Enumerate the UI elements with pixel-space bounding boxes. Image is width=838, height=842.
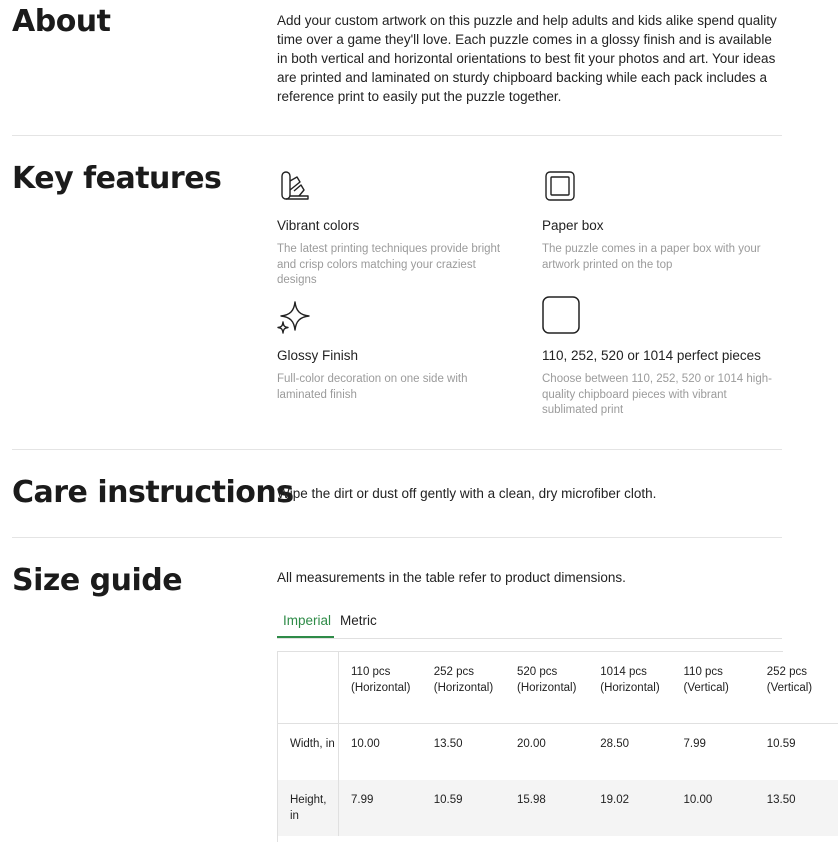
divider bbox=[12, 449, 782, 450]
feature-desc: Choose between 110, 252, 520 or 1014 high-quality chipboard pieces with vibrant sublimated print bbox=[542, 373, 772, 416]
table-row bbox=[278, 780, 838, 836]
about-text: Add your custom artwork on this puzzle and help adults and kids alike spend quality time over a game they'll love. Each puzzle comes in a glossy finish and is available in both vertical and horizontal orientations to best fit your photos and art. Your ideas are printed and laminated on sturdy chipboard backing while each pack includes a reference print to easily put the puzzle together. bbox=[277, 13, 777, 104]
table-cell: 13.50 bbox=[766, 793, 796, 806]
feature-desc: The latest printing techniques provide bright and crisp colors matching your craziest designs bbox=[277, 243, 501, 286]
column-header: 520 pcs (Horizontal) bbox=[505, 652, 588, 724]
table-cell: 10.00 bbox=[351, 738, 380, 750]
active-tab-indicator bbox=[277, 636, 334, 638]
table-cell: 20.00 bbox=[517, 738, 546, 750]
table-cell: 19.02 bbox=[600, 793, 630, 806]
tab-metric[interactable]: Metric bbox=[340, 613, 377, 628]
square-icon bbox=[542, 301, 582, 341]
table-cell: 7.99 bbox=[683, 738, 706, 750]
row-label: Width, in bbox=[278, 724, 339, 780]
tab-imperial[interactable]: Imperial bbox=[283, 613, 332, 628]
care-instructions-title: Care instructions bbox=[12, 475, 294, 510]
column-header: 252 pcs (Horizontal) bbox=[422, 652, 505, 724]
feature-title: Paper box bbox=[542, 218, 604, 233]
size-guide-title: Size guide bbox=[12, 563, 183, 598]
feature-desc: The puzzle comes in a paper box with your artwork printed on the top bbox=[542, 243, 761, 271]
box-icon bbox=[542, 171, 582, 211]
column-header: 110 pcs (Horizontal) bbox=[339, 652, 422, 724]
table-cell: 15.98 bbox=[517, 793, 546, 806]
table-corner-cell bbox=[278, 652, 339, 724]
size-table bbox=[278, 652, 838, 836]
table-cell: 7.99 bbox=[351, 793, 374, 806]
key-features-title: Key features bbox=[12, 161, 222, 196]
table-row bbox=[278, 724, 838, 780]
sparkle-icon bbox=[277, 301, 317, 341]
feature-title: Glossy Finish bbox=[277, 348, 359, 363]
column-header: 252 pcs (Vertical) bbox=[755, 652, 838, 724]
feature-title: 110, 252, 520 or 1014 perfect pieces bbox=[542, 348, 761, 363]
care-text: Wipe the dirt or dust off gently with a clean, dry microfiber cloth. bbox=[277, 486, 657, 501]
unit-tabs bbox=[277, 606, 782, 639]
table-cell: 28.50 bbox=[600, 738, 630, 750]
divider bbox=[12, 135, 782, 136]
size-guide-intro: All measurements in the table refer to product dimensions. bbox=[277, 570, 626, 585]
feature-desc: Full-color decoration on one side with laminated finish bbox=[277, 373, 468, 401]
size-table-container[interactable] bbox=[277, 651, 813, 842]
row-label: Height, in bbox=[278, 780, 339, 836]
table-cell: 13.50 bbox=[433, 738, 463, 750]
column-header: 1014 pcs (Horizontal) bbox=[588, 652, 671, 724]
table-cell: 10.59 bbox=[433, 793, 463, 806]
feature-title: Vibrant colors bbox=[277, 218, 360, 233]
table-cell: 10.00 bbox=[683, 793, 713, 806]
about-title: About bbox=[12, 4, 111, 39]
divider bbox=[12, 537, 782, 538]
table-cell: 10.59 bbox=[766, 738, 796, 750]
paint-swatch-icon bbox=[277, 171, 317, 211]
column-header: 110 pcs (Vertical) bbox=[672, 652, 755, 724]
